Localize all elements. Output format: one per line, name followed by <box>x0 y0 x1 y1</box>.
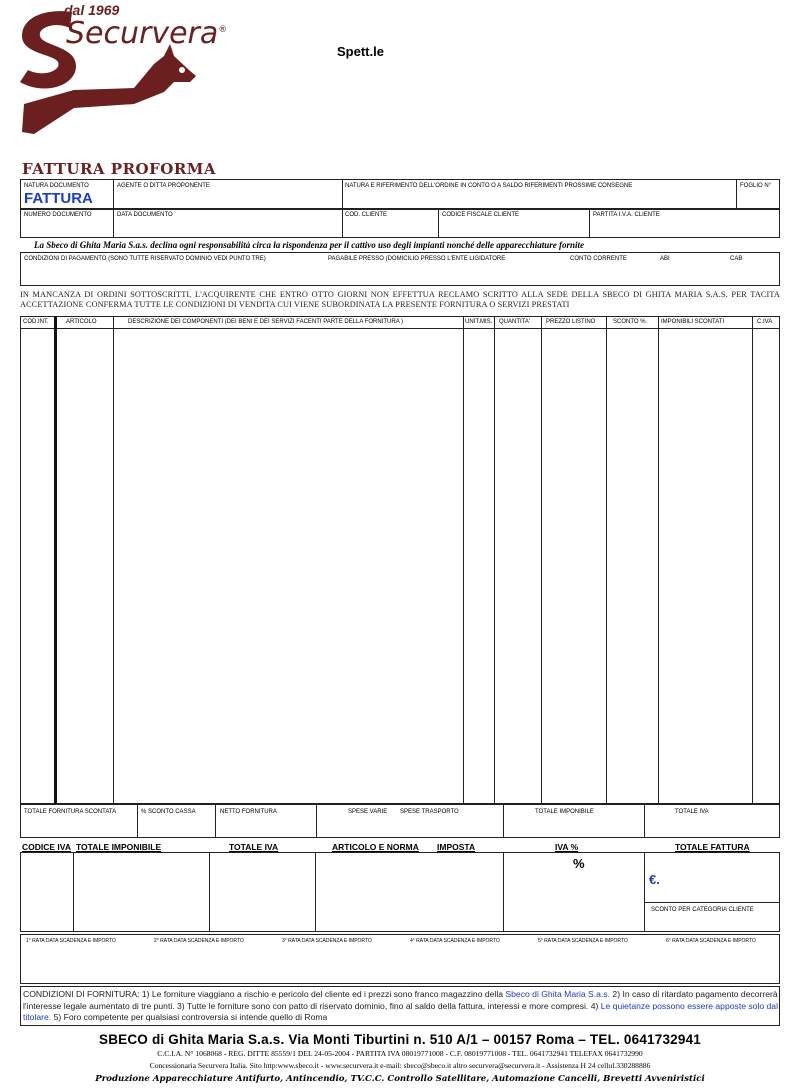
abi-label: ABI <box>660 256 670 262</box>
rata-3: 3° RATA DATA SCADENZA E IMPORTO <box>282 938 372 944</box>
sconto-cassa-label: % SCONTO CASSA <box>141 809 196 815</box>
euro-symbol: €. <box>649 872 660 887</box>
iva-percent-symbol: % <box>573 856 585 871</box>
data-documento-label: DATA DOCUMENTO <box>117 212 173 218</box>
disclaimer: La Sbeco di Ghita Maria S.a.s. declina ogni responsabilità circa la rispondenza per il cattivo uso degli impianti nonché delle apparecchiature fornite <box>34 240 585 250</box>
natura-documento-value: FATTURA <box>24 190 93 207</box>
col-unit-mis: UNIT.MIS. <box>465 319 493 325</box>
conditions-p1: CONDIZIONI DI FORNITURA: 1) Le forniture viaggiano a rischio e pericolo del cliente ed i prezzi sono franco magazzino della <box>23 989 506 999</box>
vat-totale-iva: TOTALE IVA <box>229 842 279 852</box>
brand-name <box>66 16 227 51</box>
items-table <box>20 316 780 804</box>
pagabile-presso-label: PAGABILE PRESSO (DOMICILIO PRESSO L'ENTE LIGIDATORE <box>328 256 506 262</box>
spese-varie-label: SPESE VARIE <box>348 809 388 815</box>
col-cod-int: COD.INT. <box>23 319 49 325</box>
col-prezzo-listino: PREZZO LISTINO <box>546 319 596 325</box>
dog-eye-icon <box>179 67 185 73</box>
vat-totale-fattura: TOTALE FATTURA <box>675 842 750 852</box>
partita-iva-label: PARTITA I.V.A. CLIENTE <box>593 212 660 218</box>
rata-6: 6° RATA DATA SCADENZA E IMPORTO <box>666 938 756 944</box>
vat-articolo-norma: ARTICOLO E NORMA <box>332 842 419 852</box>
rata-1: 1° RATA DATA SCADENZA E IMPORTO <box>26 938 116 944</box>
brand-name-text: Securvera <box>66 16 219 51</box>
totale-imponibile-label: TOTALE IMPONIBILE <box>535 809 594 815</box>
cab-label: CAB <box>730 256 743 262</box>
footer-registry-line: C.C.I.A. N° 1068068 - REG. DITTE 85559/1 DEL 24-05-2004 - PARTITA IVA 08019771008 - C.F. 08019771008 - TEL. 0641732941 TELEFAX 0641732990 <box>157 1049 643 1058</box>
natura-documento-label: NATURA DOCUMENTO <box>24 183 89 189</box>
conditions-p1-link: Sbeco di Ghita Maria S.a.s. <box>505 989 611 999</box>
brand-since: dal 1969 <box>64 2 120 18</box>
conditions-text <box>23 989 779 1024</box>
agente-label: AGENTE O DITTA PROPONENTE <box>117 183 210 189</box>
conditions-p3: 5) Foro competente per qualsiasi controversia si intende quello di Roma <box>51 1012 328 1022</box>
numero-documento-label: NUMERO DOCUMENTO <box>24 212 92 218</box>
foglio-label: FOGLIO N° <box>740 183 772 189</box>
document-title: FATTURA PROFORMA <box>22 160 217 178</box>
totale-iva-label: TOTALE IVA <box>675 809 709 815</box>
conditions-p2-link: Le quietanze possono essere apposte solo dal titolare. <box>23 1000 778 1022</box>
col-articolo: ARTICOLO <box>66 319 97 325</box>
vat-codice-iva: CODICE IVA <box>22 842 71 852</box>
spese-trasporto-label: SPESE TRASPORTO <box>400 809 459 815</box>
conto-corrente-label: CONTO CORRENTE <box>570 256 627 262</box>
natura-riferimento-label: NATURA E RIFERIMENTO DELL'ORDINE IN CONTO O A SALDO RIFERIMENTI PROSSIME CONSEGNE <box>345 183 633 189</box>
footer-production-line: Produzione Apparecchiature Antifurto, Antincendio, TV.C.C. Controllo Satellitare, Automazione Cancelli, Brevetti Avveniristici <box>95 1074 705 1084</box>
vat-totale-imponibile: TOTALE IMPONIBILE <box>76 842 162 852</box>
sconto-categoria-label: SCONTO PER CATEGORIA CLIENTE <box>651 907 754 913</box>
condizioni-pagamento-label: CONDIZIONI DI PAGAMENTO (SONO TUTTE RISERVATO DOMINIO VEDI PUNTO TRE) <box>24 256 266 262</box>
footer-concession-line: Concessionaria Securvera Italia. Sito http:www.sbeco.it - www.securvera.it e-mail: sbeco@sbeco.it altro securvera@securvera.it - Assistenza H 24 cellul.330288886 <box>149 1061 651 1070</box>
notice-text: IN MANCANZA DI ORDINI SOTTOSCRITTI, L'ACQUIRENTE CHE ENTRO OTTO GIORNI NON EFFETTUA RECLAMO SCRITTO ALLA SEDE DELLA SBECO DI GHITA MARIA S.A.S. PER TACITA ACCETTAZIONE CONFERMA TUTTE LE CONDIZIONI DI VENDITA CUI VIENE SUBORDINATA LA PRESENTE FORNITURA O SERVIZI PRESTATI <box>20 290 780 309</box>
addressee-label: Spett.le <box>337 44 384 59</box>
cod-cliente-label: COD. CLIENTE <box>345 212 388 218</box>
col-imponibili: IMPONIBILI SCONTATI <box>661 319 725 325</box>
totale-fornitura-label: TOTALE FORNITURA SCONTATA <box>24 809 117 815</box>
footer-company-line: SBECO di Ghita Maria S.a.s. Via Monti Tiburtini n. 510 A/1 – 00157 Roma – TEL. 0641732941 <box>98 1032 702 1047</box>
rata-4: 4° RATA DATA SCADENZA E IMPORTO <box>410 938 500 944</box>
vat-imposta: IMPOSTA <box>437 842 476 852</box>
conditions-p2: 2) In caso di ritardato pagamento decorrerà l'interesse legale aumentato di tre punti. 3) Tutte le forniture sono con patto di riservato dominio, fino al saldo della fattura, interessi e more compresi. 4) <box>23 989 778 1011</box>
rata-5: 5° RATA DATA SCADENZA E IMPORTO <box>538 938 628 944</box>
col-c-iva: C.IVA <box>757 319 773 325</box>
col-descrizione: DESCRIZIONE DEI COMPONENTI (DEI BENI E DEI SERVIZI FACENTI PARTE DELLA FORNITURA ) <box>128 319 404 325</box>
rata-2: 2° RATA DATA SCADENZA E IMPORTO <box>154 938 244 944</box>
vat-table <box>20 852 780 932</box>
registered-mark: ® <box>218 25 228 35</box>
col-quantita: QUANTITA' <box>499 319 531 325</box>
vat-iva-pct: IVA % <box>555 842 579 852</box>
netto-fornitura-label: NETTO FORNITURA <box>220 809 277 815</box>
codice-fiscale-label: CODICE FISCALE CLIENTE <box>442 212 520 218</box>
col-sconto: SCONTO % <box>613 319 646 325</box>
